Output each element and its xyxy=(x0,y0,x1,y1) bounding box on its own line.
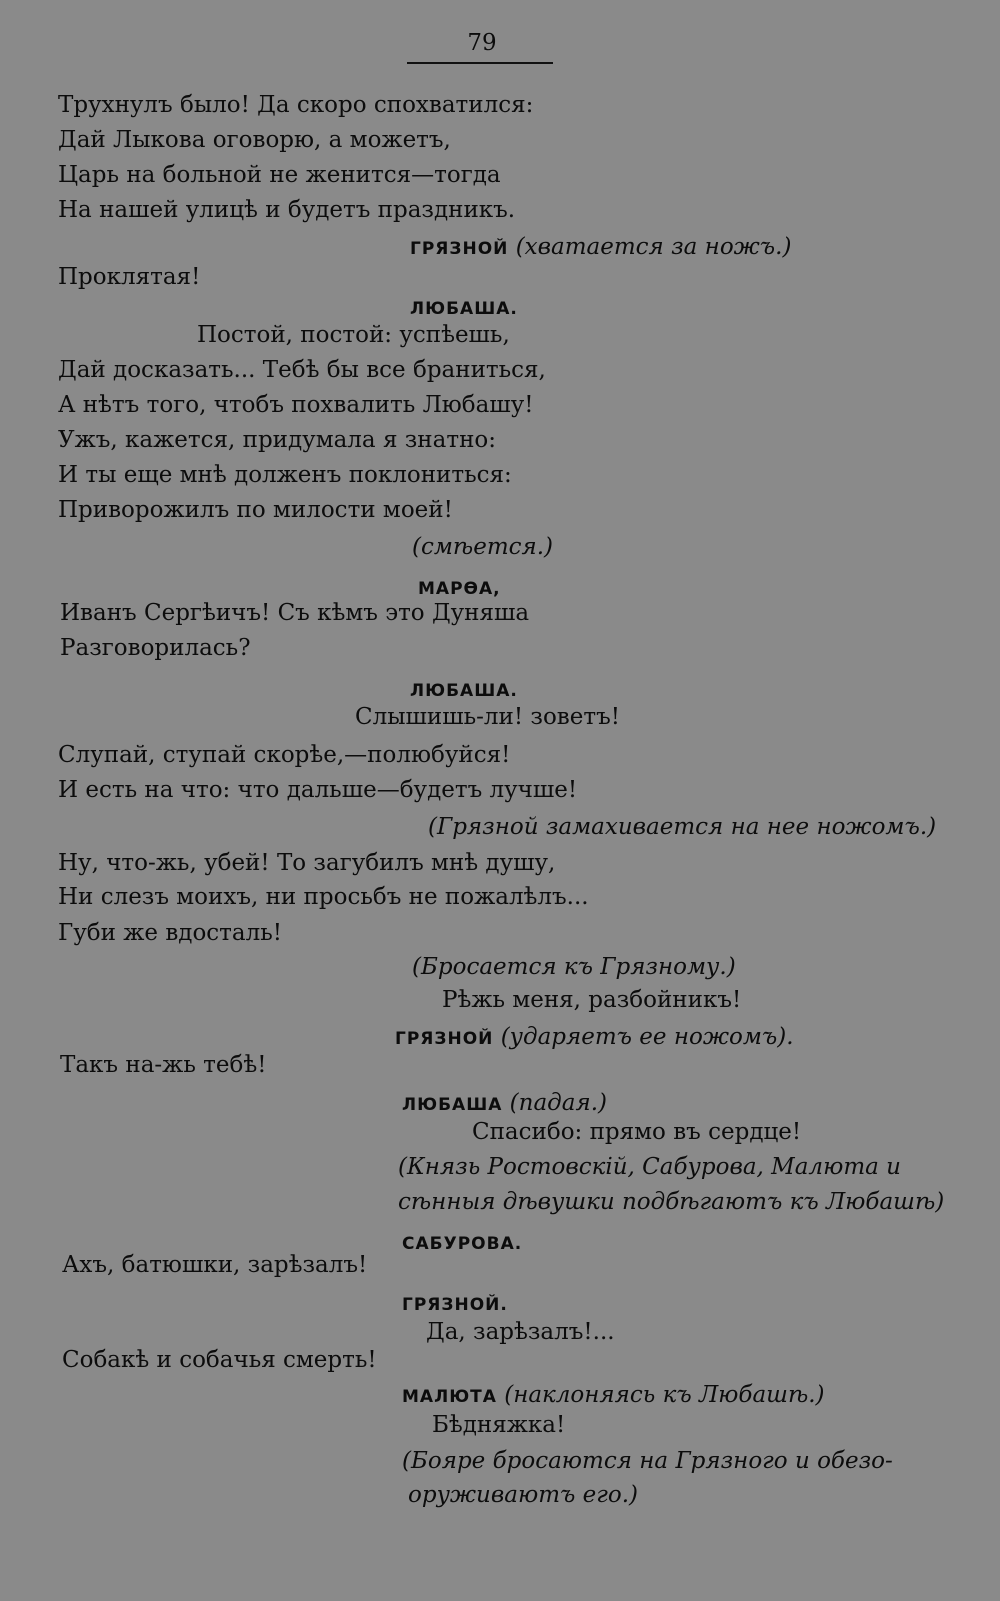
stage-direction: сѣнныя дѣвушки подбѣгаютъ къ Любашѣ) xyxy=(398,1189,945,1215)
verse-line: Приворожилъ по милости моей! xyxy=(58,497,453,523)
verse-line: Постой, постой: успѣешь, xyxy=(197,322,510,348)
speaker-name: МАЛЮТА xyxy=(402,1387,497,1407)
stage-direction: (наклоняясь къ Любашѣ.) xyxy=(504,1382,825,1408)
speaker-name: ГРЯЗНОЙ. xyxy=(402,1295,508,1315)
stage-direction: (падая.) xyxy=(509,1090,607,1116)
speaker-line xyxy=(402,1288,508,1320)
speaker-line xyxy=(410,232,791,264)
stage-direction: (Князь Ростовскій, Сабурова, Малюта и xyxy=(398,1154,901,1180)
speaker-line xyxy=(395,1022,794,1054)
speaker-name: МАРѲА, xyxy=(418,579,501,599)
speaker-name: САБУРОВА. xyxy=(402,1234,523,1254)
speaker-line xyxy=(402,1088,607,1120)
verse-line: Собакѣ и собачья смерть! xyxy=(62,1347,377,1373)
verse-line: Ахъ, батюшки, зарѣзалъ! xyxy=(62,1252,368,1278)
verse-line: Царь на больной не женится—тогда xyxy=(58,162,501,188)
stage-direction: оруживаютъ его.) xyxy=(408,1482,639,1508)
verse-line: Иванъ Сергѣичъ! Съ кѣмъ это Дуняша xyxy=(60,600,530,626)
stage-direction: (смѣется.) xyxy=(412,534,554,560)
stage-direction: (ударяетъ ее ножомъ). xyxy=(500,1024,794,1050)
verse-line: Ну, что-жь, убей! То загубилъ мнѣ душу, xyxy=(58,850,556,876)
stage-direction: (Грязной замахивается на нее ножомъ.) xyxy=(428,814,937,840)
verse-line: Проклятая! xyxy=(58,264,201,290)
verse-line: И ты еще мнѣ долженъ поклониться: xyxy=(58,462,512,488)
verse-line: Разговорилась? xyxy=(60,635,251,661)
speaker-name: ГРЯЗНОЙ xyxy=(410,239,509,259)
verse-line: Трухнулъ было! Да скоро спохватился: xyxy=(58,92,534,118)
verse-line: Да, зарѣзалъ!... xyxy=(426,1319,615,1345)
verse-line: Ни слезъ моихъ, ни просьбъ не пожалѣлъ... xyxy=(58,884,589,910)
verse-line: На нашей улицѣ и будетъ праздникъ. xyxy=(58,197,516,223)
speaker-name: ГРЯЗНОЙ xyxy=(395,1029,494,1049)
speaker-line xyxy=(402,1380,825,1412)
verse-line: Ужъ, кажется, придумала я знатно: xyxy=(58,427,496,453)
speaker-name: ЛЮБАША xyxy=(402,1095,503,1115)
verse-line: Губи же вдосталь! xyxy=(58,920,282,946)
verse-line: Рѣжь меня, разбойникъ! xyxy=(442,987,742,1013)
verse-line: Дай Лыкова оговорю, а можетъ, xyxy=(58,127,451,153)
verse-line: А нѣтъ того, чтобъ похвалить Любашу! xyxy=(58,392,534,418)
verse-line: Такъ на-жь тебѣ! xyxy=(60,1052,267,1078)
page-number: 79 xyxy=(467,30,497,56)
speaker-name: ЛЮБАША. xyxy=(410,299,518,319)
speaker-name: ЛЮБАША. xyxy=(410,681,518,701)
stage-direction: (хватается за ножъ.) xyxy=(515,234,792,260)
page-number-rule xyxy=(407,62,553,64)
verse-line: Слупай, ступай скорѣе,—полюбуйся! xyxy=(58,742,511,768)
stage-direction: (Бояре бросаются на Грязного и обезо- xyxy=(402,1448,893,1474)
speaker-line xyxy=(402,1227,522,1259)
verse-line: Слышишь-ли! зоветъ! xyxy=(355,704,620,730)
stage-direction: (Бросается къ Грязному.) xyxy=(412,954,736,980)
verse-line: Бѣдняжка! xyxy=(432,1412,566,1438)
verse-line: Спасибо: прямо въ сердце! xyxy=(472,1119,802,1145)
verse-line: Дай досказать... Тебѣ бы все браниться, xyxy=(58,357,546,383)
verse-line: И есть на что: что дальше—будетъ лучше! xyxy=(58,777,578,803)
